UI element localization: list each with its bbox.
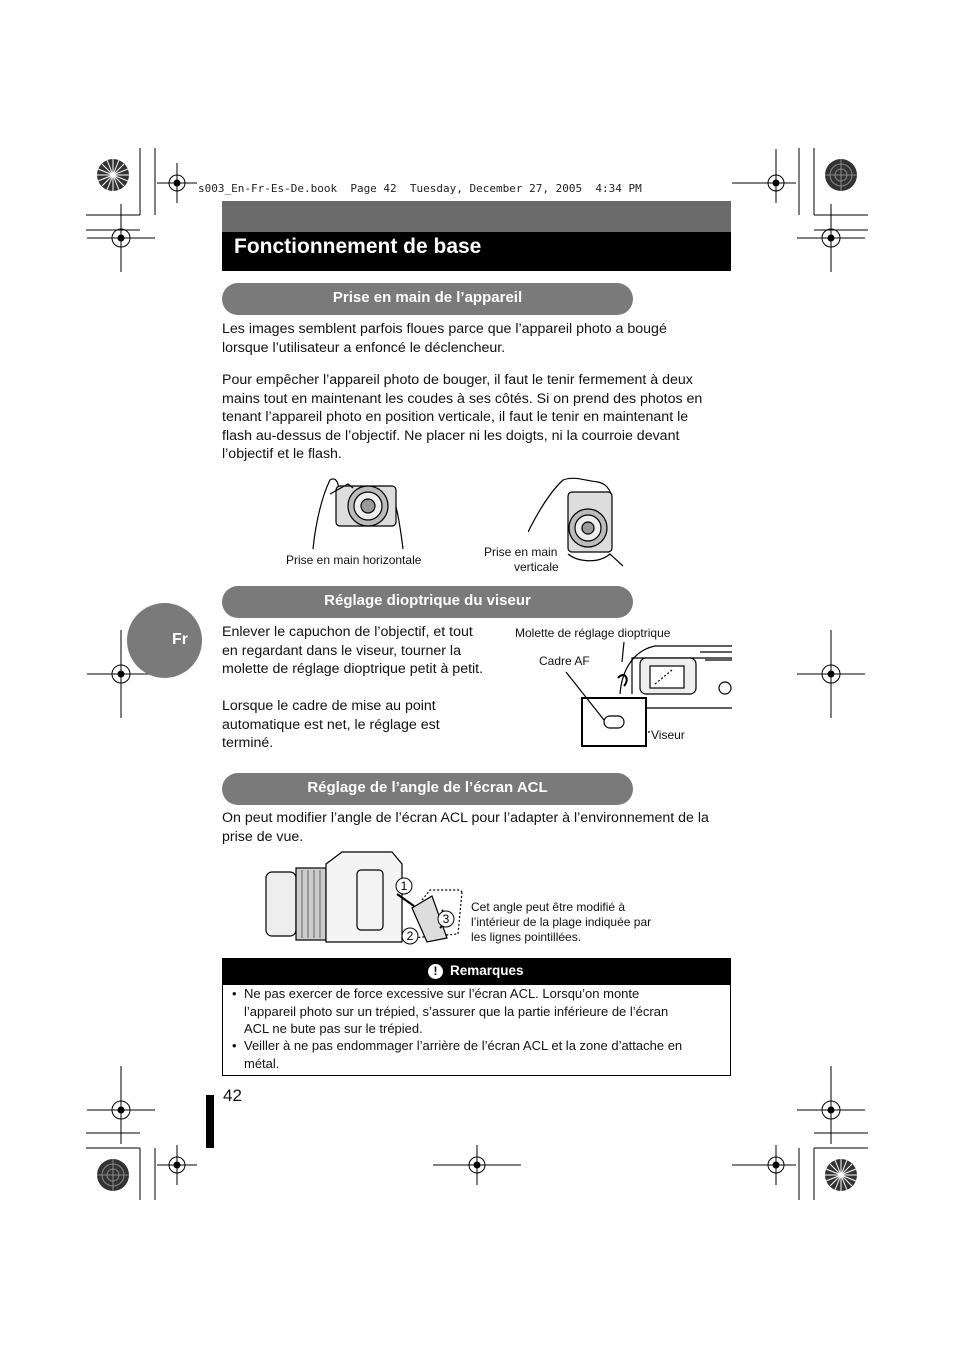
text-line: Ne pas exercer de force excessive sur l’écran ACL. Lorsqu’on monte <box>244 986 640 1001</box>
text-line: les lignes pointillées. <box>471 930 582 944</box>
text-line: mains tout en maintenant les coudes à ses côtés. Si on prend des photos en <box>222 390 703 407</box>
text-line: molette de réglage dioptrique petit à petit. <box>222 661 484 678</box>
language-tab-label: Fr <box>172 631 188 648</box>
text-line: en regardant dans le viseur, tourner la <box>222 642 461 659</box>
remark-item <box>244 985 722 1038</box>
text-line: Les images semblent parfois floues parce que l’appareil photo a bougé <box>222 321 667 337</box>
horizontal-grip-illustration <box>308 474 408 554</box>
text-line: Enlever le capuchon de l’objectif, et tout <box>222 624 473 640</box>
text-line: métal. <box>244 1055 280 1071</box>
text-line: Veiller à ne pas endommager l’arrière de l’écran ACL et la zone d’attache en <box>244 1038 683 1053</box>
paragraph-hold <box>222 371 702 464</box>
step-2-label: 2 <box>406 929 414 943</box>
lcd-angle-illustration <box>262 850 472 946</box>
section-heading-lcd-angle: Réglage de l’angle de l’écran ACL <box>222 773 633 805</box>
bullet-glyph: • <box>232 986 237 1001</box>
caption-lcd-angle <box>471 900 651 945</box>
remarks-heading: Remarques <box>450 963 524 978</box>
section-heading-grip: Prise en main de l’appareil <box>222 283 633 315</box>
caption-horizontal: Prise en main horizontale <box>286 553 422 567</box>
bullet-glyph: • <box>232 1038 237 1053</box>
text-line: ACL ne bute pas sur le trépied. <box>244 1021 423 1036</box>
text-line: l’objectif et le flash. <box>222 446 342 463</box>
text-line: Cet angle peut être modifié à <box>471 900 626 914</box>
caption-vertical-2: verticale <box>514 560 559 574</box>
label-viewfinder: Viseur <box>651 728 685 742</box>
paragraph-diopter-1 <box>222 623 483 679</box>
section-heading-diopter: Réglage dioptrique du viseur <box>222 586 633 618</box>
remark-item <box>244 1037 722 1072</box>
text-line: tenant l’appareil photo en position verticale, il faut le tenir en maintenant le <box>222 409 689 426</box>
text-line: flash au-dessus de l’objectif. Ne placer ni les doigts, ni la courroie devant <box>222 427 680 444</box>
paragraph-blur <box>222 320 667 357</box>
text-line: prise de vue. <box>222 828 304 845</box>
label-diopter-dial: Molette de réglage dioptrique <box>515 626 671 640</box>
paragraph-diopter-2 <box>222 697 440 753</box>
viewfinder-illustration <box>560 638 734 750</box>
warning-icon: ! <box>428 964 443 979</box>
text-line: automatique est net, le réglage est <box>222 716 440 733</box>
step-1-label: 1 <box>400 879 408 893</box>
page-edge-bar <box>206 1095 214 1148</box>
label-af-frame: Cadre AF <box>539 654 590 668</box>
text-line: l’appareil photo sur un trépied, s’assurer que la partie inférieure de l’écran <box>244 1003 669 1019</box>
step-3-label: 3 <box>442 912 450 926</box>
paragraph-lcd-angle <box>222 809 709 846</box>
text-line: Pour empêcher l’appareil photo de bouger, il faut le tenir fermement à deux <box>222 372 693 388</box>
text-line: Lorsque le cadre de mise au point <box>222 698 436 714</box>
page-number: 42 <box>223 1086 242 1105</box>
text-line: lorsque l’utilisateur a enfoncé le déclencheur. <box>222 339 506 356</box>
file-slug: s003_En-Fr-Es-De.book Page 42 Tuesday, December 27, 2005 4:34 PM <box>198 182 642 195</box>
text-line: On peut modifier l’angle de l’écran ACL pour l’adapter à l’environnement de la <box>222 810 709 826</box>
text-line: l’intérieur de la plage indiquée par <box>471 915 652 929</box>
caption-vertical-1: Prise en main <box>484 545 558 559</box>
language-tab <box>127 603 202 678</box>
page-title: Fonctionnement de base <box>234 235 482 258</box>
text-line: terminé. <box>222 735 274 752</box>
